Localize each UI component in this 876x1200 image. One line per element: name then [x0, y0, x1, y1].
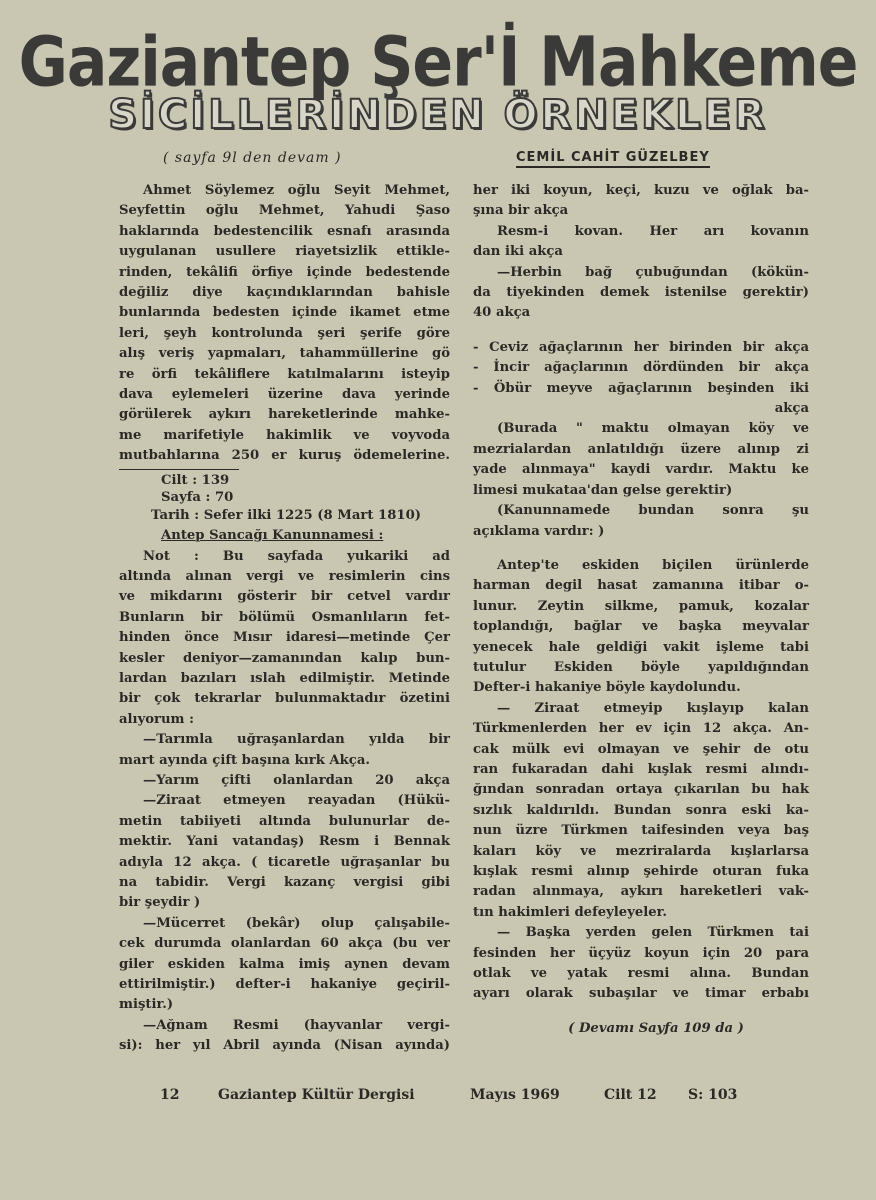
text-line: Not : Bu sayfada yukariki ad	[143, 548, 450, 564]
text-line: mektir. Yani vatandaş) Resm i Bennak	[119, 834, 450, 850]
right-column	[473, 181, 809, 1039]
text-line: alıyorum :	[119, 711, 194, 727]
text-line: fesinden her üçyüz koyun için 20 para	[473, 945, 809, 961]
text-line: giler eskiden kalma imiş aynen devam	[119, 956, 450, 972]
text-line: akça	[774, 401, 809, 417]
text-line: rinden, tekâlifi örfiye içinde bedestende	[119, 264, 450, 280]
issue-date: Mayıs 1969	[470, 1087, 560, 1103]
text-line: uygulanan usullere riayetsizlik ettikle-	[119, 244, 450, 260]
continues-note: ( Devamı Sayfa 109 da )	[568, 1020, 744, 1036]
text-line: şına bir akça	[473, 203, 569, 219]
text-line: bir çok tekrarlar bulunmaktadır özetini	[119, 691, 450, 707]
text-line: leri, şeyh kontrolunda şeri şerife göre	[119, 325, 450, 341]
text-line: miştir.)	[119, 997, 174, 1013]
text-line: Seyfettin oğlu Mehmet, Yahudi Şaso	[119, 203, 450, 219]
text-line: ran fukaradan dahi kışlak resmi alındı-	[473, 761, 809, 777]
text-line: ettirilmiştir.) defter-i hakaniye geçiril-	[119, 977, 450, 993]
text-line: ve mikdarını gösterir bir cetvel vardır	[119, 589, 450, 605]
text-line: harman degil hasat zamanına itibar o-	[473, 578, 809, 594]
list-item	[119, 791, 450, 913]
text-line: toplandığı, bağlar ve başka meyvalar	[473, 619, 809, 635]
left-column	[119, 181, 450, 1057]
tax-items	[119, 730, 450, 1057]
text-line: (Kanunnamede bundan sonra şu	[497, 503, 809, 519]
text-line: me marifetiyle hakimlik ve voyvoda	[119, 427, 450, 443]
text-line: Resm-i kovan. Her arı kovanın	[497, 223, 809, 239]
text-line: - Ceviz ağaçlarının her birinden bir akça	[473, 339, 809, 355]
text-line: tın hakimleri defeyleyeler.	[473, 904, 667, 920]
text-line: na tabidir. Vergi kazanç vergisi gibi	[119, 875, 450, 890]
text-line: ğından sonradan ortaya çıkarılan bu hak	[473, 782, 809, 798]
text-line: lardan bazıları ıslah edilmiştir. Metinde	[119, 670, 450, 686]
volume-number: Cilt 12	[604, 1087, 657, 1103]
text-line: —Yarım çifti olanlardan 20 akça	[143, 772, 450, 788]
text-line: değiliz diye kaçındıklarından bahisle	[119, 285, 450, 301]
text-line: sızlık kaldırıldı. Bundan sonra eski ka-	[473, 802, 809, 818]
text-line: Antep'te eskiden biçilen ürünlerde	[497, 557, 809, 573]
intro-paragraph	[119, 181, 450, 467]
livestock-paragraph	[473, 181, 809, 324]
text-line: Bunların bir bölümü Osmanlıların fet-	[119, 609, 450, 625]
text-line: da tiyekinden demek istenilse gerektir)	[473, 285, 809, 301]
text-line: kaları köy ve mezriralarda kışlarlarsa	[473, 843, 809, 859]
text-line: cek durumda olanlardan 60 akça (bu ver	[119, 936, 450, 952]
page-number: 12	[160, 1087, 180, 1103]
list-item	[119, 730, 450, 771]
text-line: dava eylemeleri üzerine dava yerinde	[119, 387, 450, 403]
text-line: mart ayında çift başına kırk Akça.	[119, 752, 370, 768]
text-line: —Ağnam Resmi (hayvanlar vergi-	[143, 1017, 450, 1033]
text-line: dan iki akça	[473, 244, 563, 260]
list-item	[119, 1016, 450, 1057]
text-line: otlak ve yatak resmi alına. Bundan	[473, 966, 809, 982]
text-line: kışlak resmi alınıp şehirde oturan fuka	[473, 864, 809, 879]
text-line: lunur. Zeytin silkme, pamuk, kozalar	[473, 598, 809, 614]
tree-tax-list	[473, 338, 809, 420]
text-line: - Öbür meyve ağaçlarının beşinden iki	[473, 380, 809, 396]
text-line: görülerek aykırı hareketlerinde mahke-	[119, 407, 450, 423]
text-line: yenecek hale geldiği vakit işleme tabi	[473, 639, 809, 655]
text-line: cak mülk evi olmayan ve şehir de otu	[473, 741, 809, 757]
text-line: Türkmenlerden her ev için 12 akça. An-	[473, 721, 809, 737]
text-line: re örfi tekâliflere katılmalarını isteyip	[119, 366, 450, 382]
text-line: radan alınmaya, aykırı hareketleri vak-	[473, 884, 809, 900]
text-line: Defter-i hakaniye böyle kaydolundu.	[473, 680, 741, 696]
text-line: hakları​nda bedestencilik esnafı arasında	[119, 223, 450, 239]
page-title: Gaziantep Şer'İ Mahkeme	[18, 22, 858, 103]
text-line: —Tarımla uğraşanlardan yılda bir	[143, 732, 450, 748]
cilt-line: Cilt : 139	[161, 472, 230, 488]
text-line: — Ziraat etmeyip kışlayıp kalan	[497, 700, 809, 716]
text-line: —Herbin bağ çubuğundan (kökün-	[497, 264, 809, 280]
text-line: ayarı olarak subaşılar ve timar erbabı	[473, 986, 809, 1002]
note-paragraph	[119, 547, 450, 731]
text-line: limesi mukataa'dan gelse gerektir)	[473, 482, 733, 498]
author-name: CEMİL CAHİT GÜZELBEY	[516, 150, 710, 168]
kanunname-note	[473, 419, 809, 541]
divider	[119, 469, 239, 470]
text-line: açıklama vardır: )	[473, 523, 605, 539]
text-line: yade alınmaya" kaydi vardır. Maktu ke	[473, 462, 809, 478]
issue-number: S: 103	[688, 1087, 738, 1103]
text-line: tutulur Eskiden böyle yapıldığından	[473, 659, 809, 675]
text-line: Ahmet Söylemez oğlu Seyit Mehmet,	[143, 183, 450, 198]
text-line: metin tabiiyeti altında bulunurlar de-	[119, 813, 450, 829]
text-line: kesler deniyor—zamanından kalıp bun-	[119, 650, 450, 666]
text-line: 40 akça	[473, 305, 531, 321]
text-line: —Ziraat etmeyen reayadan (Hükü-	[143, 793, 450, 809]
text-line: bunlarında bedesten içinde ikamet etme	[119, 305, 450, 321]
text-line: — Başka yerden gelen Türkmen tai	[497, 925, 809, 941]
text-line: (Burada " maktu olmayan köy ve	[497, 421, 809, 437]
text-line: bir şeydir )	[119, 895, 201, 911]
text-line: —Mücerret (bekâr) olup çalışabile-	[143, 915, 450, 931]
text-line: adıyla 12 akça. ( ticaretle uğraşanlar bu	[119, 854, 450, 870]
text-line: nun üzre Türkmen taifesinden veya baş	[473, 823, 809, 839]
text-line: mezrialardan anlatıldığı üzere alınıp zi	[473, 441, 809, 457]
page-subtitle: SİCİLLERİNDEN ÖRNEKLER	[108, 92, 768, 138]
text-line: - İncir ağaçlarının dördünden bir akça	[473, 360, 809, 376]
text-line: mutbahlarına 250 er kuruş ödemelerine.	[119, 448, 450, 464]
tarih-line: Tarih : Sefer ilki 1225 (8 Mart 1810)	[151, 507, 421, 523]
text-line: altında alınan vergi ve resimlerin cins	[119, 568, 450, 584]
text-line: alış veriş yapmaları, tahammüllerine gö	[119, 346, 450, 362]
list-item	[119, 771, 450, 791]
sayfa-line: Sayfa : 70	[161, 489, 234, 505]
section-heading: Antep Sancağı Kanunnamesi :	[161, 528, 384, 544]
list-item	[119, 914, 450, 1016]
harvest-paragraph	[473, 556, 809, 1005]
text-line: si): her yıl Abril ayında (Nisan ayında)	[119, 1038, 450, 1054]
continued-note: ( sayfa 9l den devam )	[163, 150, 342, 166]
text-line: hinden önce Mısır idaresi—metinde Çer	[119, 630, 450, 646]
journal-name: Gaziantep Kültür Dergisi	[218, 1087, 415, 1103]
text-line: her iki koyun, keçi, kuzu ve oğlak ba-	[473, 183, 809, 198]
